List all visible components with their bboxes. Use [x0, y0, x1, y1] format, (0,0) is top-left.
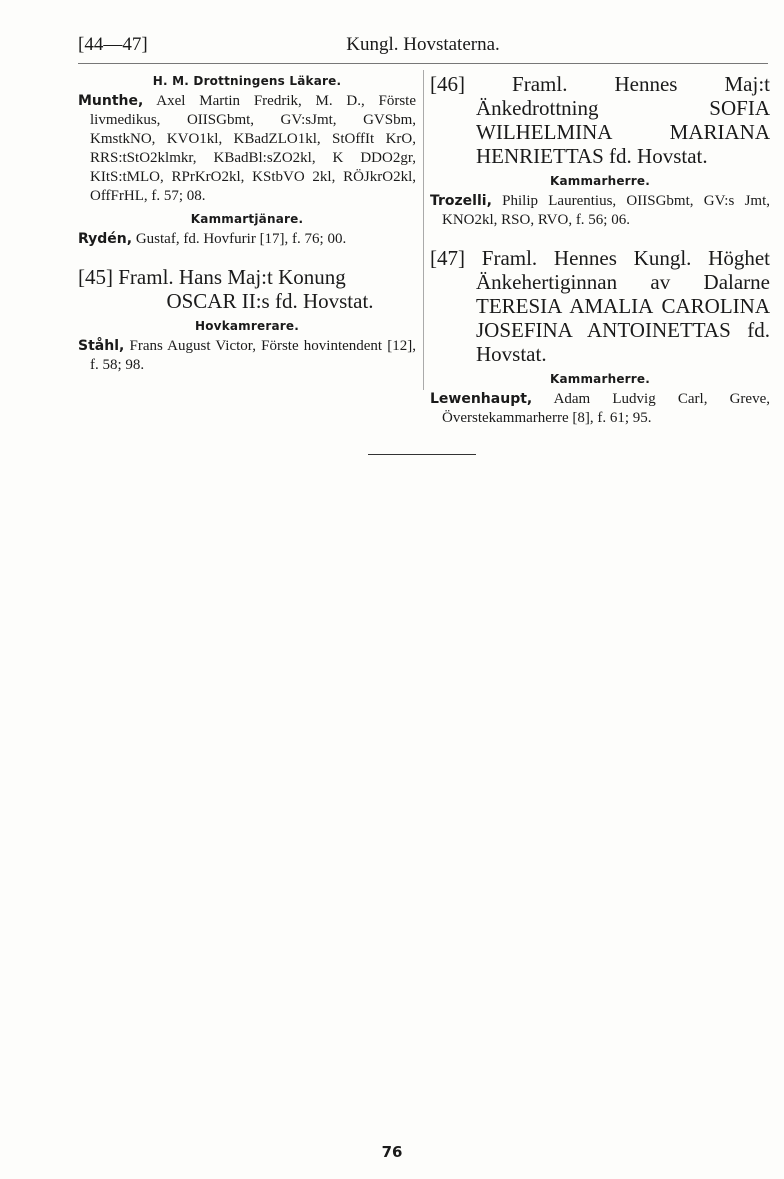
person-name: Lewenhaupt,: [430, 391, 533, 407]
left-column: [78, 68, 416, 381]
person-name: Trozelli,: [430, 193, 492, 209]
role-heading: H. M. Drottningens Läkare.: [152, 74, 342, 88]
person-entry: [78, 230, 416, 249]
person-details: Gustaf, fd. Hovfurir [17], f. 76; 00.: [132, 231, 347, 247]
person-name: Ståhl,: [78, 338, 125, 354]
running-header: [78, 34, 768, 62]
role-heading: Hovkamrerare.: [195, 319, 299, 333]
section-number: [47]: [430, 246, 465, 270]
section-range: [44—47]: [78, 34, 148, 55]
person-details: Axel Martin Fredrik, M. D., Förste livmedikus, OIISGbmt, GV:sJmt, GVSbm, KmstkNO, KVO1kl, KBadZLO1kl, StOffIt KrO, RRS:tStO2klmkr, KBadBl:sZO2kl, K DDO2gr, KItS:tMLO, RPrKrO2kl, KStbVO 2kl, RÖJkrO2kl, OffFrHL, f. 57; 08.: [90, 93, 416, 204]
role-heading: Kammarherre.: [549, 174, 651, 188]
person-details: Adam Ludvig Carl, Greve, Överstekammarherre [8], f. 61; 95.: [442, 391, 770, 426]
section-number: [45]: [78, 265, 113, 289]
section-title-line1: Framl. Hans Maj:t Konung: [118, 265, 346, 289]
column-divider: [423, 70, 424, 390]
section-number: [46]: [430, 72, 465, 96]
header-rule: [78, 63, 768, 64]
person-entry: [430, 192, 770, 230]
person-details: Frans August Victor, Förste hovintendent [12], f. 58; 98.: [90, 338, 416, 373]
person-entry: [430, 390, 770, 428]
role-heading: Kammarherre.: [549, 372, 651, 386]
role-heading: Kammartjänare.: [190, 212, 304, 226]
person-name: Munthe,: [78, 93, 144, 109]
page-number: 76: [381, 1143, 403, 1161]
page-title: Kungl. Hovstaterna.: [346, 34, 500, 55]
section-title-line2: OSCAR II:s fd. Hovstat.: [166, 289, 374, 313]
right-column: [430, 68, 770, 434]
section-heading-46: [430, 72, 770, 168]
section-title: Framl. Hennes Maj:t Änkedrottning SOFIA WILHELMINA MARIANA HENRIETTAS fd. Hovstat.: [476, 72, 771, 168]
section-heading-47: [430, 246, 770, 366]
section-title: Framl. Hennes Kungl. Höghet Änkehertiginnan av Dalarne TERESIA AMALIA CAROLINA JOSEFINA ANTOINETTAS fd. Hovstat.: [476, 246, 771, 366]
person-entry: [78, 92, 416, 206]
section-heading-45: [78, 265, 416, 313]
person-name: Rydén,: [78, 231, 133, 247]
end-rule: [368, 454, 476, 455]
person-entry: [78, 337, 416, 375]
person-details: Philip Laurentius, OIISGbmt, GV:s Jmt, KNO2kl, RSO, RVO, f. 56; 06.: [442, 193, 770, 228]
